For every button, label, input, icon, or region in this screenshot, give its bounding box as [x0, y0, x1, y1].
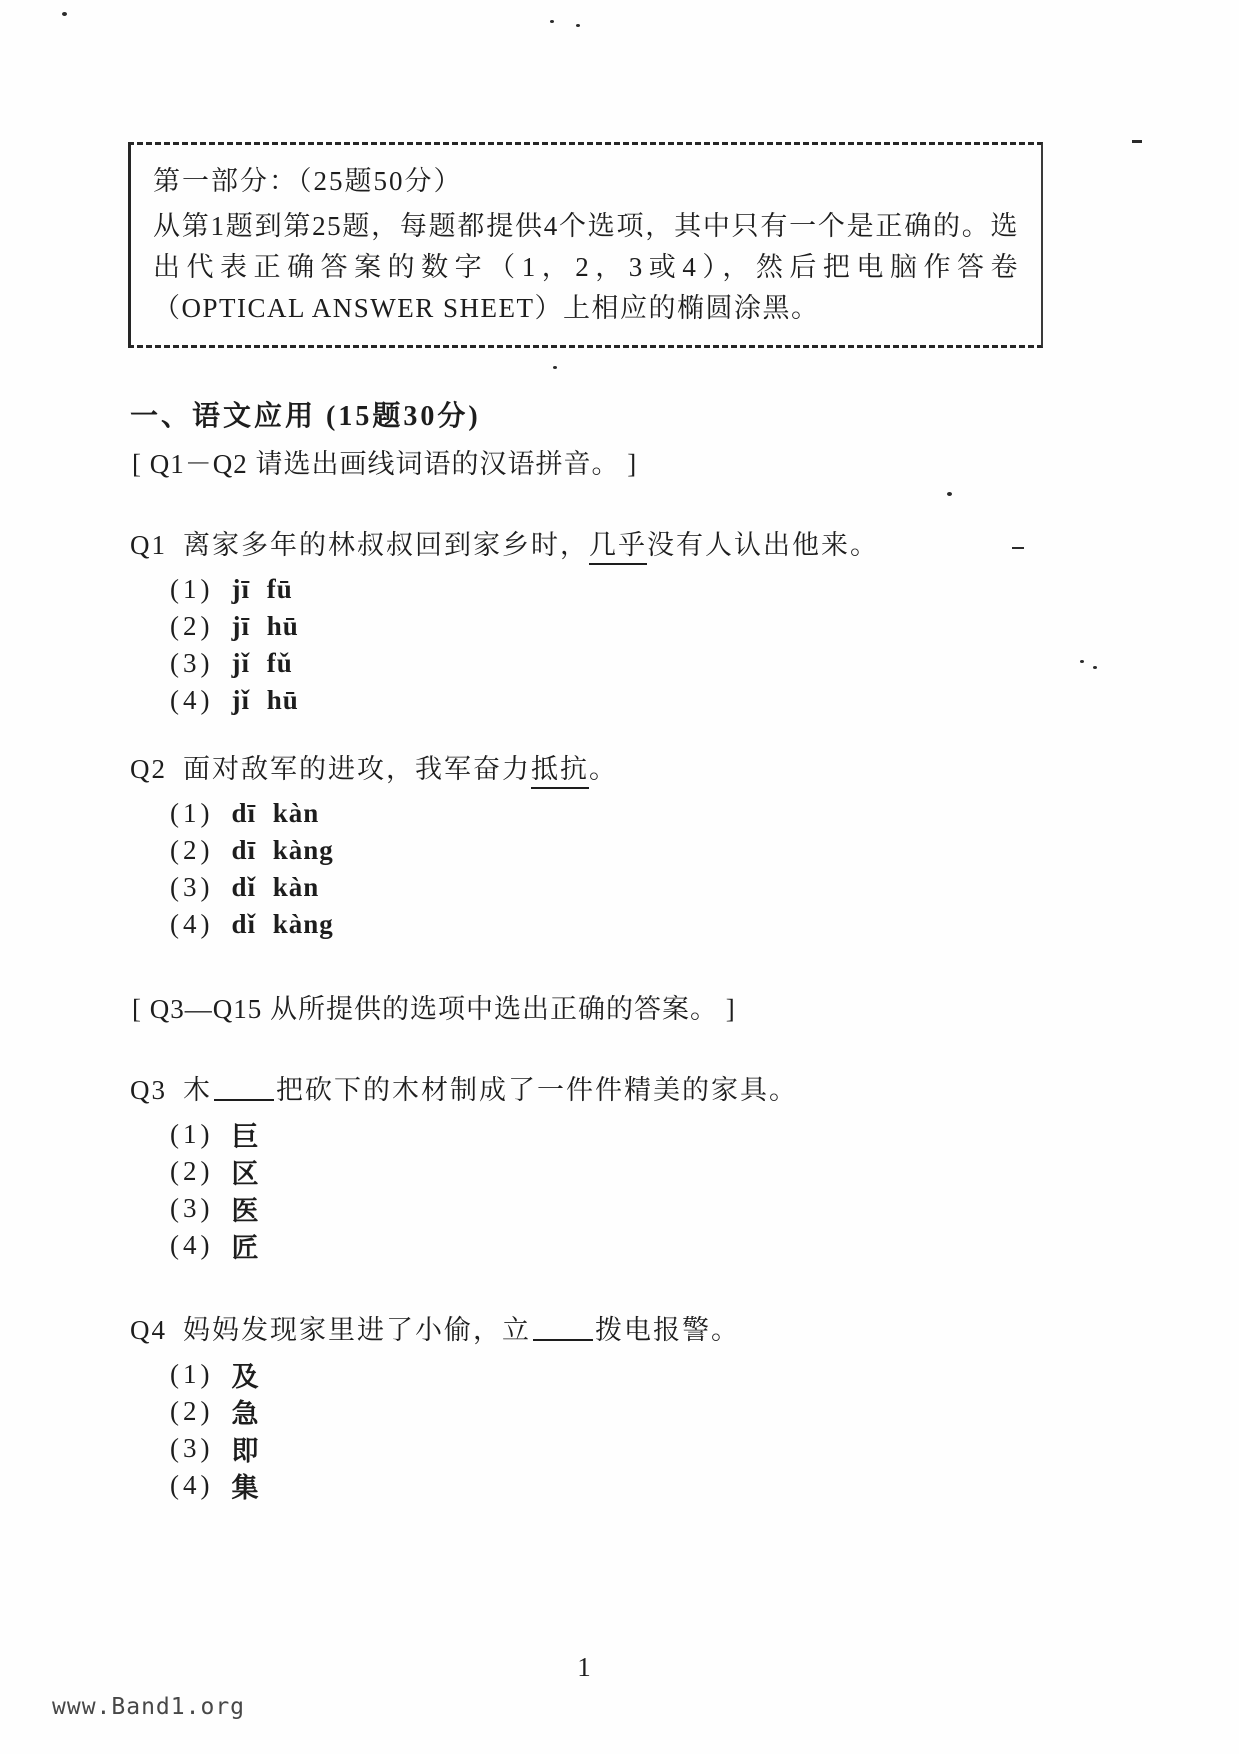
q3-q15-note: [ Q3—Q15 从所提供的选项中选出正确的答案。 ] [132, 994, 736, 1024]
options-list [170, 1356, 1239, 1504]
option-row [170, 1467, 1239, 1504]
option-row [170, 1153, 1239, 1190]
question-text [130, 751, 1239, 787]
scan-speck [1132, 140, 1142, 143]
options-list [170, 1116, 1239, 1264]
question-body: 妈妈发现家里进了小偷，立 拨电报警。 [183, 1315, 740, 1345]
option-number: (2) [170, 835, 214, 865]
option-number: (1) [170, 574, 214, 604]
option-row [170, 1430, 1239, 1467]
page-number: 1 [577, 1652, 591, 1682]
scan-speck [1093, 666, 1097, 669]
option-row [170, 1227, 1239, 1264]
option-row [170, 832, 1239, 869]
option-number: (4) [170, 1230, 214, 1260]
option-row [170, 645, 1239, 682]
option-number: (3) [170, 872, 214, 902]
option-number: (2) [170, 1156, 214, 1186]
option-label: 巨 [231, 1122, 260, 1152]
options-list [170, 795, 1239, 943]
option-label: 匠 [231, 1233, 260, 1263]
blank-line [533, 1339, 593, 1341]
option-label: 急 [231, 1399, 260, 1429]
question-q3 [130, 1072, 1239, 1264]
question-body: 面对敌军的进攻，我军奋力抵抗。 [183, 754, 618, 789]
option-label: jǐ hū [231, 685, 299, 715]
option-number: (2) [170, 1396, 214, 1426]
scan-speck [1080, 660, 1084, 663]
blank-line [214, 1099, 274, 1101]
option-row [170, 608, 1239, 645]
option-label: dǐ kàng [231, 909, 334, 939]
option-label: jī hū [231, 611, 299, 641]
questions-host-a [0, 527, 1239, 943]
option-row [170, 571, 1239, 608]
option-row [170, 1393, 1239, 1430]
options-list [170, 571, 1239, 719]
section-heading: 一、语文应用 (15题30分) [130, 401, 481, 432]
option-label: 区 [231, 1159, 260, 1189]
question-id: Q2 [130, 754, 167, 784]
option-number: (3) [170, 1433, 214, 1463]
option-number: (3) [170, 648, 214, 678]
question-text [130, 1312, 1239, 1348]
q1-q2-note: [ Q1－Q2 请选出画线词语的汉语拼音。 ] [132, 449, 638, 479]
watermark: www.Band1.org [52, 1694, 246, 1720]
option-label: 及 [231, 1362, 260, 1392]
scan-speck [553, 366, 557, 369]
option-label: jī fū [231, 574, 293, 604]
option-number: (2) [170, 611, 214, 641]
question-text [130, 1072, 1239, 1108]
instructions-title: 第一部分：（25题50分） [153, 166, 463, 196]
question-q2 [130, 751, 1239, 943]
scan-speck [550, 20, 554, 23]
scan-speck [62, 12, 67, 16]
question-id: Q3 [130, 1075, 167, 1105]
question-id: Q1 [130, 530, 167, 560]
scan-speck [1012, 547, 1024, 549]
option-row [170, 906, 1239, 943]
option-number: (1) [170, 1119, 214, 1149]
option-row [170, 682, 1239, 719]
question-id: Q4 [130, 1315, 167, 1345]
option-label: dī kàng [231, 835, 334, 865]
option-label: jǐ fǔ [231, 648, 293, 678]
option-row [170, 1116, 1239, 1153]
questions-host-b [0, 1072, 1239, 1504]
option-label: 即 [231, 1436, 260, 1466]
instructions-body: 从第1题到第25题，每题都提供4个选项，其中只有一个是正确的。选出代表正确答案的数字（1，2，3或4），然后把电脑作答卷（OPTICAL ANSWER SHEET）上相应的椭圆涂黑。 [153, 211, 1019, 323]
instructions-box [128, 142, 1043, 348]
question-q4 [130, 1312, 1239, 1504]
option-number: (4) [170, 909, 214, 939]
option-number: (4) [170, 685, 214, 715]
scan-speck [947, 492, 952, 496]
question-body: 离家多年的林叔叔回到家乡时，几乎没有人认出他来。 [183, 530, 879, 565]
option-row [170, 1190, 1239, 1227]
option-number: (3) [170, 1193, 214, 1223]
option-label: 集 [231, 1473, 260, 1503]
question-q1 [130, 527, 1239, 719]
option-label: dǐ kàn [231, 872, 320, 902]
option-label: dī kàn [231, 798, 320, 828]
option-row [170, 869, 1239, 906]
option-number: (1) [170, 1359, 214, 1389]
question-text [130, 527, 1239, 563]
scan-speck [576, 24, 580, 27]
option-number: (4) [170, 1470, 214, 1500]
question-body: 木 把砍下的木材制成了一件件精美的家具。 [183, 1075, 798, 1105]
option-row [170, 1356, 1239, 1393]
underlined-term: 几乎 [589, 530, 647, 565]
option-row [170, 795, 1239, 832]
underlined-term: 抵抗 [531, 754, 589, 789]
option-number: (1) [170, 798, 214, 828]
option-label: 医 [231, 1196, 260, 1226]
